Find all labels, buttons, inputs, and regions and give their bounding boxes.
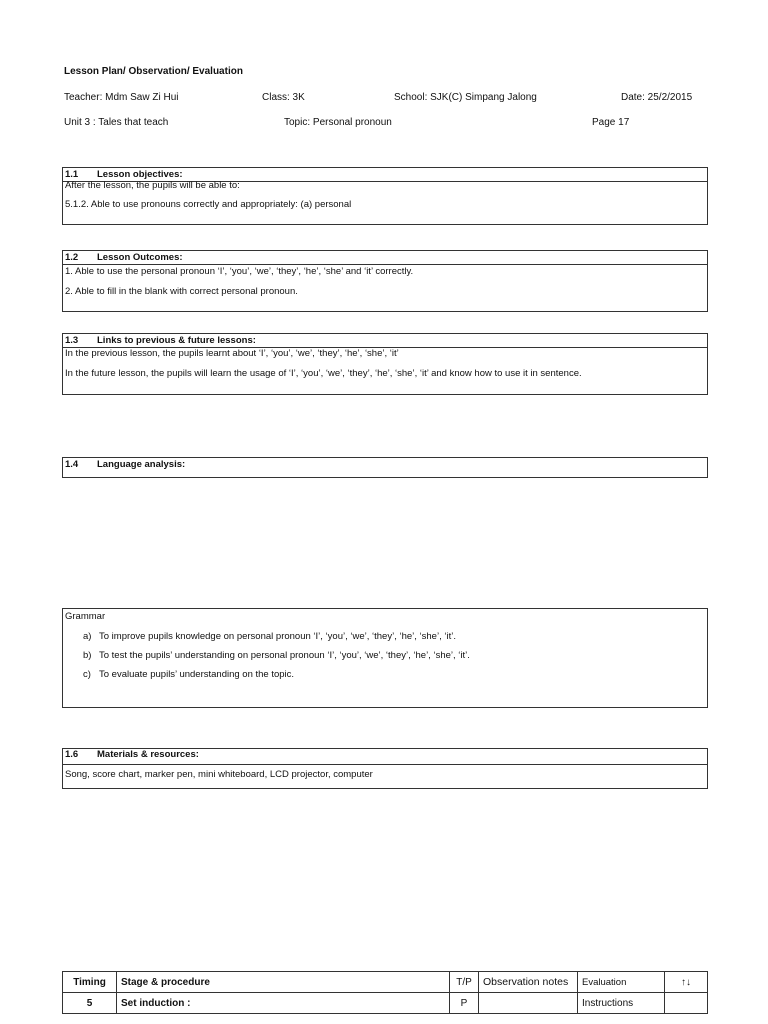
page-number: Page 17 — [592, 117, 630, 128]
objectives-number: 1.1 — [65, 169, 79, 180]
cell-tp: P — [450, 993, 479, 1014]
objectives-line: After the lesson, the pupils will be able to: — [65, 180, 240, 191]
header-timing: Timing — [63, 972, 117, 993]
links-line: In the future lesson, the pupils will learn the usage of ‘I’, ‘you’, ‘we’, ‘they’, ‘he’, ‘she’, ‘it’ and know how to use it in sentence. — [65, 368, 582, 379]
grammar-list — [63, 631, 707, 681]
cell-stage: Set induction : — [117, 993, 450, 1014]
procedure-table — [62, 971, 708, 1014]
outcomes-heading — [63, 251, 707, 265]
language-section — [62, 457, 708, 478]
cell-evaluation: Instructions — [578, 993, 665, 1014]
class-label: Class: 3K — [262, 92, 305, 103]
links-line: In the previous lesson, the pupils learnt about ‘I’, ‘you’, ‘we’, ‘they’, ‘he’, ‘she’, ‘it’ — [65, 348, 399, 359]
grammar-section — [62, 608, 708, 708]
header-stage: Stage & procedure — [117, 972, 450, 993]
lesson-date: Date: 25/2/2015 — [621, 92, 693, 103]
grammar-item-text: To evaluate pupils’ understanding on the topic. — [99, 669, 295, 680]
materials-heading — [63, 749, 707, 765]
cell-arrows — [665, 993, 708, 1014]
grammar-item-mark: b) — [83, 650, 92, 661]
links-number: 1.3 — [65, 335, 79, 346]
grammar-item — [63, 650, 707, 662]
language-title: Language analysis: — [97, 459, 186, 470]
cell-timing: 5 — [63, 993, 117, 1014]
outcomes-line: 1. Able to use the personal pronoun ‘I’, ‘you’, ‘we’, ‘they’, ‘he’, ‘she’ and ‘it’ correctly. — [65, 266, 414, 277]
topic-label: Topic: Personal pronoun — [284, 117, 392, 128]
materials-title: Materials & resources: — [97, 749, 199, 760]
header-evaluation: Evaluation — [578, 972, 665, 993]
school-name: School: SJK(C) Simpang Jalong — [394, 92, 537, 103]
language-heading — [63, 458, 707, 471]
table-row — [63, 993, 708, 1014]
outcomes-line: 2. Able to fill in the blank with correct personal pronoun. — [65, 286, 298, 297]
materials-number: 1.6 — [65, 749, 79, 760]
header-tp: T/P — [450, 972, 479, 993]
outcomes-title: Lesson Outcomes: — [97, 252, 183, 263]
page-title: Lesson Plan/ Observation/ Evaluation — [64, 66, 243, 77]
materials-line: Song, score chart, marker pen, mini whiteboard, LCD projector, computer — [65, 769, 373, 780]
materials-section — [62, 748, 708, 789]
header-observation: Observation notes — [479, 972, 578, 993]
cell-observation — [479, 993, 578, 1014]
outcomes-section — [62, 250, 708, 312]
language-number: 1.4 — [65, 459, 79, 470]
grammar-item-text: To improve pupils knowledge on personal pronoun ‘I’, ‘you’, ‘we’, ‘they’, ‘he’, ‘she’, ‘it’. — [99, 631, 456, 642]
links-title: Links to previous & future lessons: — [97, 335, 256, 346]
outcomes-number: 1.2 — [65, 252, 79, 263]
links-section — [62, 333, 708, 395]
grammar-item-text: To test the pupils’ understanding on personal pronoun ‘I’, ‘you’, ‘we’, ‘they’, ‘he’, ‘she’, ‘it’. — [99, 650, 470, 661]
teacher-name: Teacher: Mdm Saw Zi Hui — [64, 92, 179, 103]
unit-label: Unit 3 : Tales that teach — [64, 117, 169, 128]
objectives-section — [62, 167, 708, 225]
objectives-title: Lesson objectives: — [97, 169, 183, 180]
grammar-item-mark: c) — [83, 669, 91, 680]
grammar-item — [63, 631, 707, 643]
links-heading — [63, 334, 707, 348]
table-header-row — [63, 972, 708, 993]
grammar-item — [63, 669, 707, 681]
grammar-item-mark: a) — [83, 631, 92, 642]
header-arrows: ↑↓ — [665, 972, 708, 993]
grammar-title: Grammar — [65, 611, 106, 622]
objectives-line: 5.1.2. Able to use pronouns correctly and appropriately: (a) personal — [65, 199, 352, 210]
